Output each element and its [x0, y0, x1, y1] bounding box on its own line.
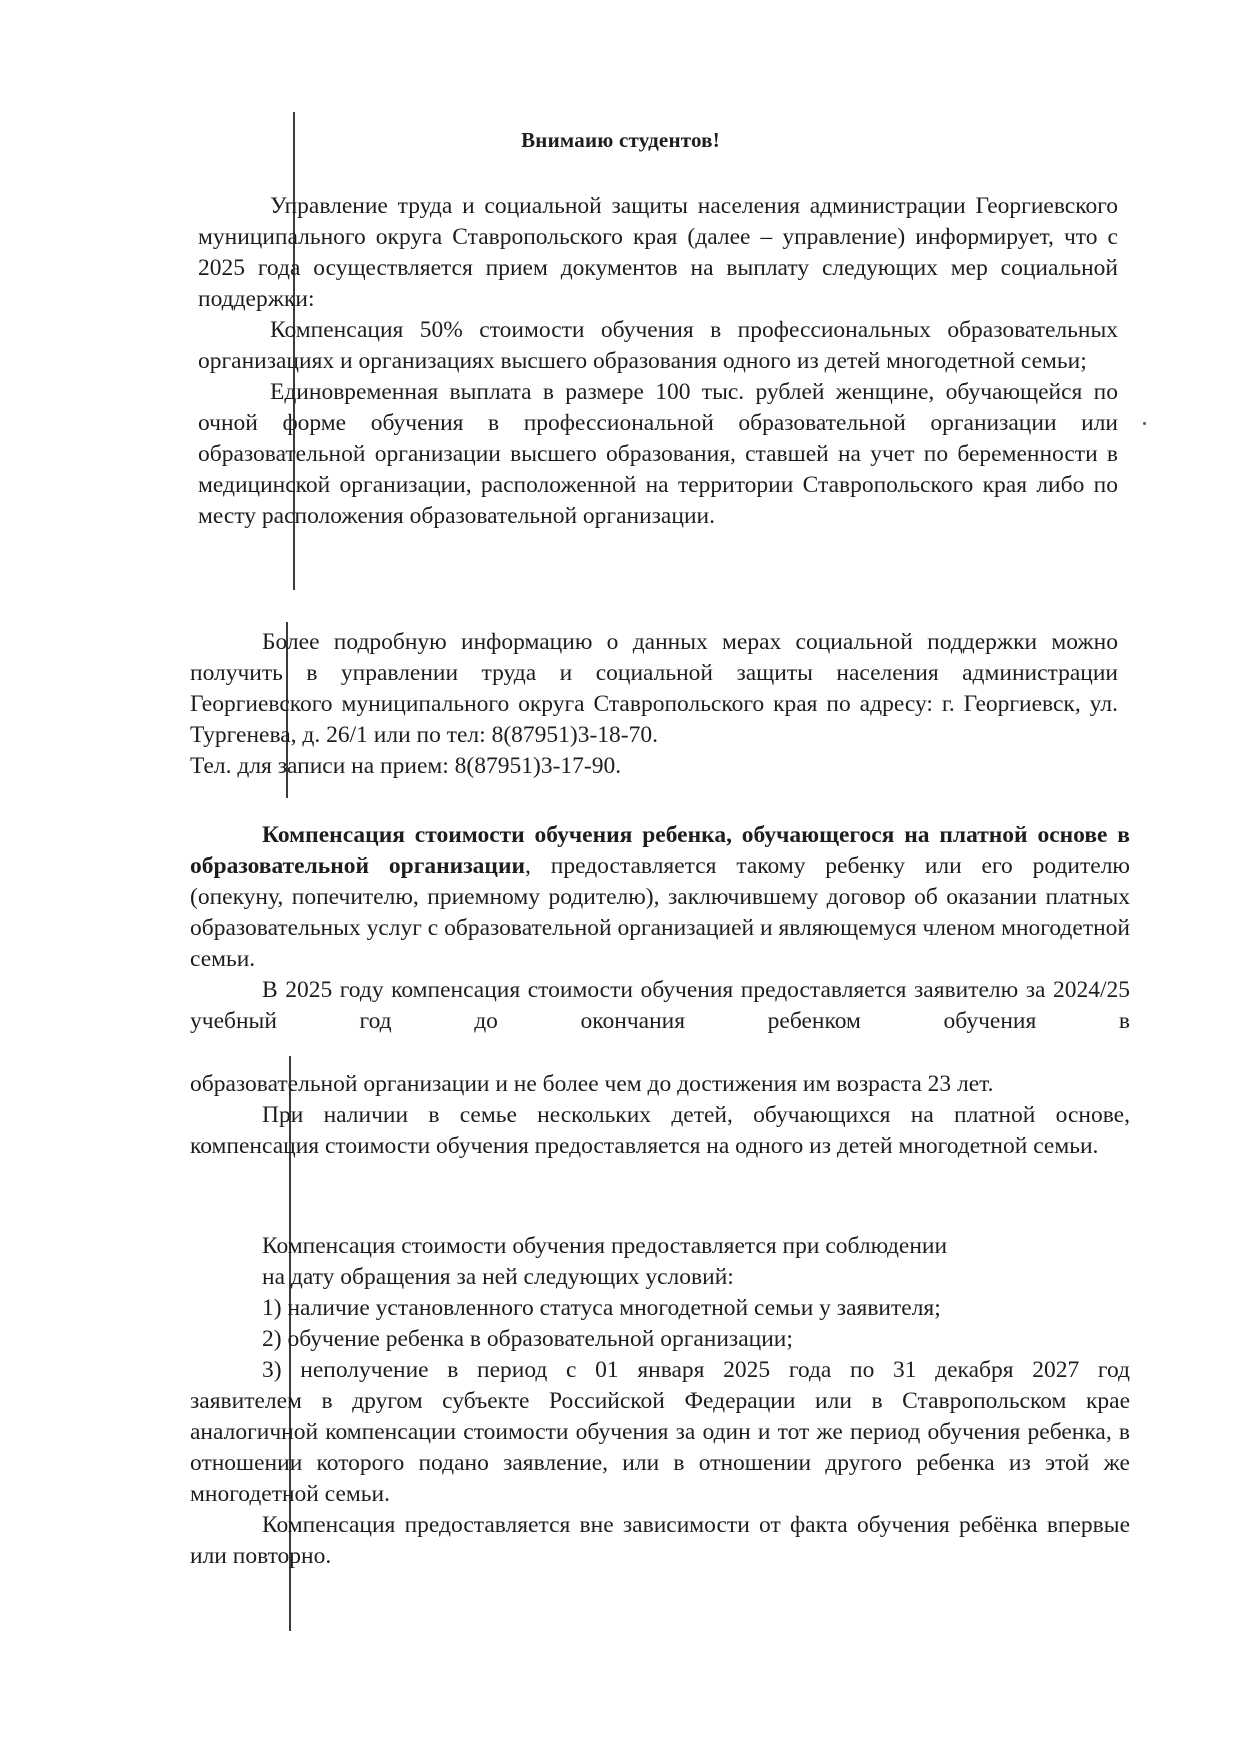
contacts-paragraph: Более подробную информацию о данных мерах социальной поддержки можно получить в управлении труда и социальной защиты населения администрации Георгиевского муниципального округа Ставропольского края по адресу: г. Георгиевск, ул. Тургенева, д. 26/1 или по тел: 8(87951)3-18-70.: [190, 629, 1118, 748]
condition-item-1: 1) наличие установленного статуса многодетной семьи у заявителя;: [262, 1295, 941, 1321]
conditions-list: [262, 1231, 947, 1355]
scan-speck: [1143, 422, 1146, 425]
intro-section: [198, 191, 1118, 532]
compensation-bold-lead: Компенсация стоимости обучения ребенка, обучающегося на платной основе в образовательной организации: [190, 822, 1130, 879]
condition-item-3-rest: заявителем в другом субъекте Российской Федерации или в Ставропольском крае аналогичной компенсации стоимости обучения за один и тот же период обучения ребенка, в отношении которого подано заявление, или в отношении другого ребенка из этой же многодетной семьи.: [190, 1388, 1130, 1507]
page-title: Внимаию студентов!: [521, 128, 720, 152]
conditions-intro-line-1: Компенсация стоимости обучения предоставляется при соблюдении: [262, 1233, 948, 1259]
condition-item-2: 2) обучение ребенка в образовательной организации;: [262, 1326, 793, 1352]
conditions-intro-line-2: на дату обращения за ней следующих условий:: [262, 1264, 734, 1290]
intro-paragraph: Управление труда и социальной защиты населения администрации Георгиевского муниципального округа Ставропольского края (далее – управление) информирует, что с 2025 года осуществляется прием документов на выплату следующих мер социальной поддержки:: [198, 193, 1118, 312]
contacts-section: [190, 627, 1118, 782]
condition-3-block: [190, 1355, 1130, 1572]
condition-item-3-first-line: 3) неполучение в период с 01 января 2025 года по 31 декабря 2027 год: [262, 1357, 1130, 1383]
compensation-year-continued: образовательной организации и не более чем до достижения им возраста 23 лет.: [190, 1071, 994, 1097]
multiple-children-paragraph: При наличии в семье нескольких детей, обучающихся на платной основе, компенсация стоимости обучения предоставляется на одного из детей многодетной семьи.: [190, 1102, 1130, 1159]
compensation-year-paragraph: В 2025 году компенсация стоимости обучения предоставляется заявителю за 2024/25 учебный год до окончания ребенком обучения в: [190, 977, 1130, 1034]
compensation-lead-rest: , предоставляется такому ребенку или его родителю (опекуну, попечителю, приемному родителю), заключившему договор об оказании платных образовательных услуг с образовательной организацией и являющемуся членом многодетной семьи.: [190, 853, 1130, 972]
final-paragraph: Компенсация предоставляется вне зависимости от факта обучения ребёнка впервые или повторно.: [190, 1512, 1130, 1569]
compensation-section-upper: [190, 820, 1130, 1037]
compensation-section-lower: [190, 1069, 1130, 1162]
measure-lump-sum-paragraph: Единовременная выплата в размере 100 тыс. рублей женщине, обучающейся по очной форме обучения в профессиональной образовательной организации или образовательной организации высшего образования, ставшей на учет по беременности в медицинской организации, расположенной на территории Ставропольского края либо по месту расположения образовательной организации.: [198, 379, 1118, 529]
measure-compensation-paragraph: Компенсация 50% стоимости обучения в профессиональных образовательных организациях и организациях высшего образования одного из детей многодетной семьи;: [198, 317, 1118, 374]
appointment-phone-line: Тел. для записи на прием: 8(87951)3-17-90.: [190, 753, 622, 779]
compensation-lead-paragraph: [190, 820, 1130, 975]
